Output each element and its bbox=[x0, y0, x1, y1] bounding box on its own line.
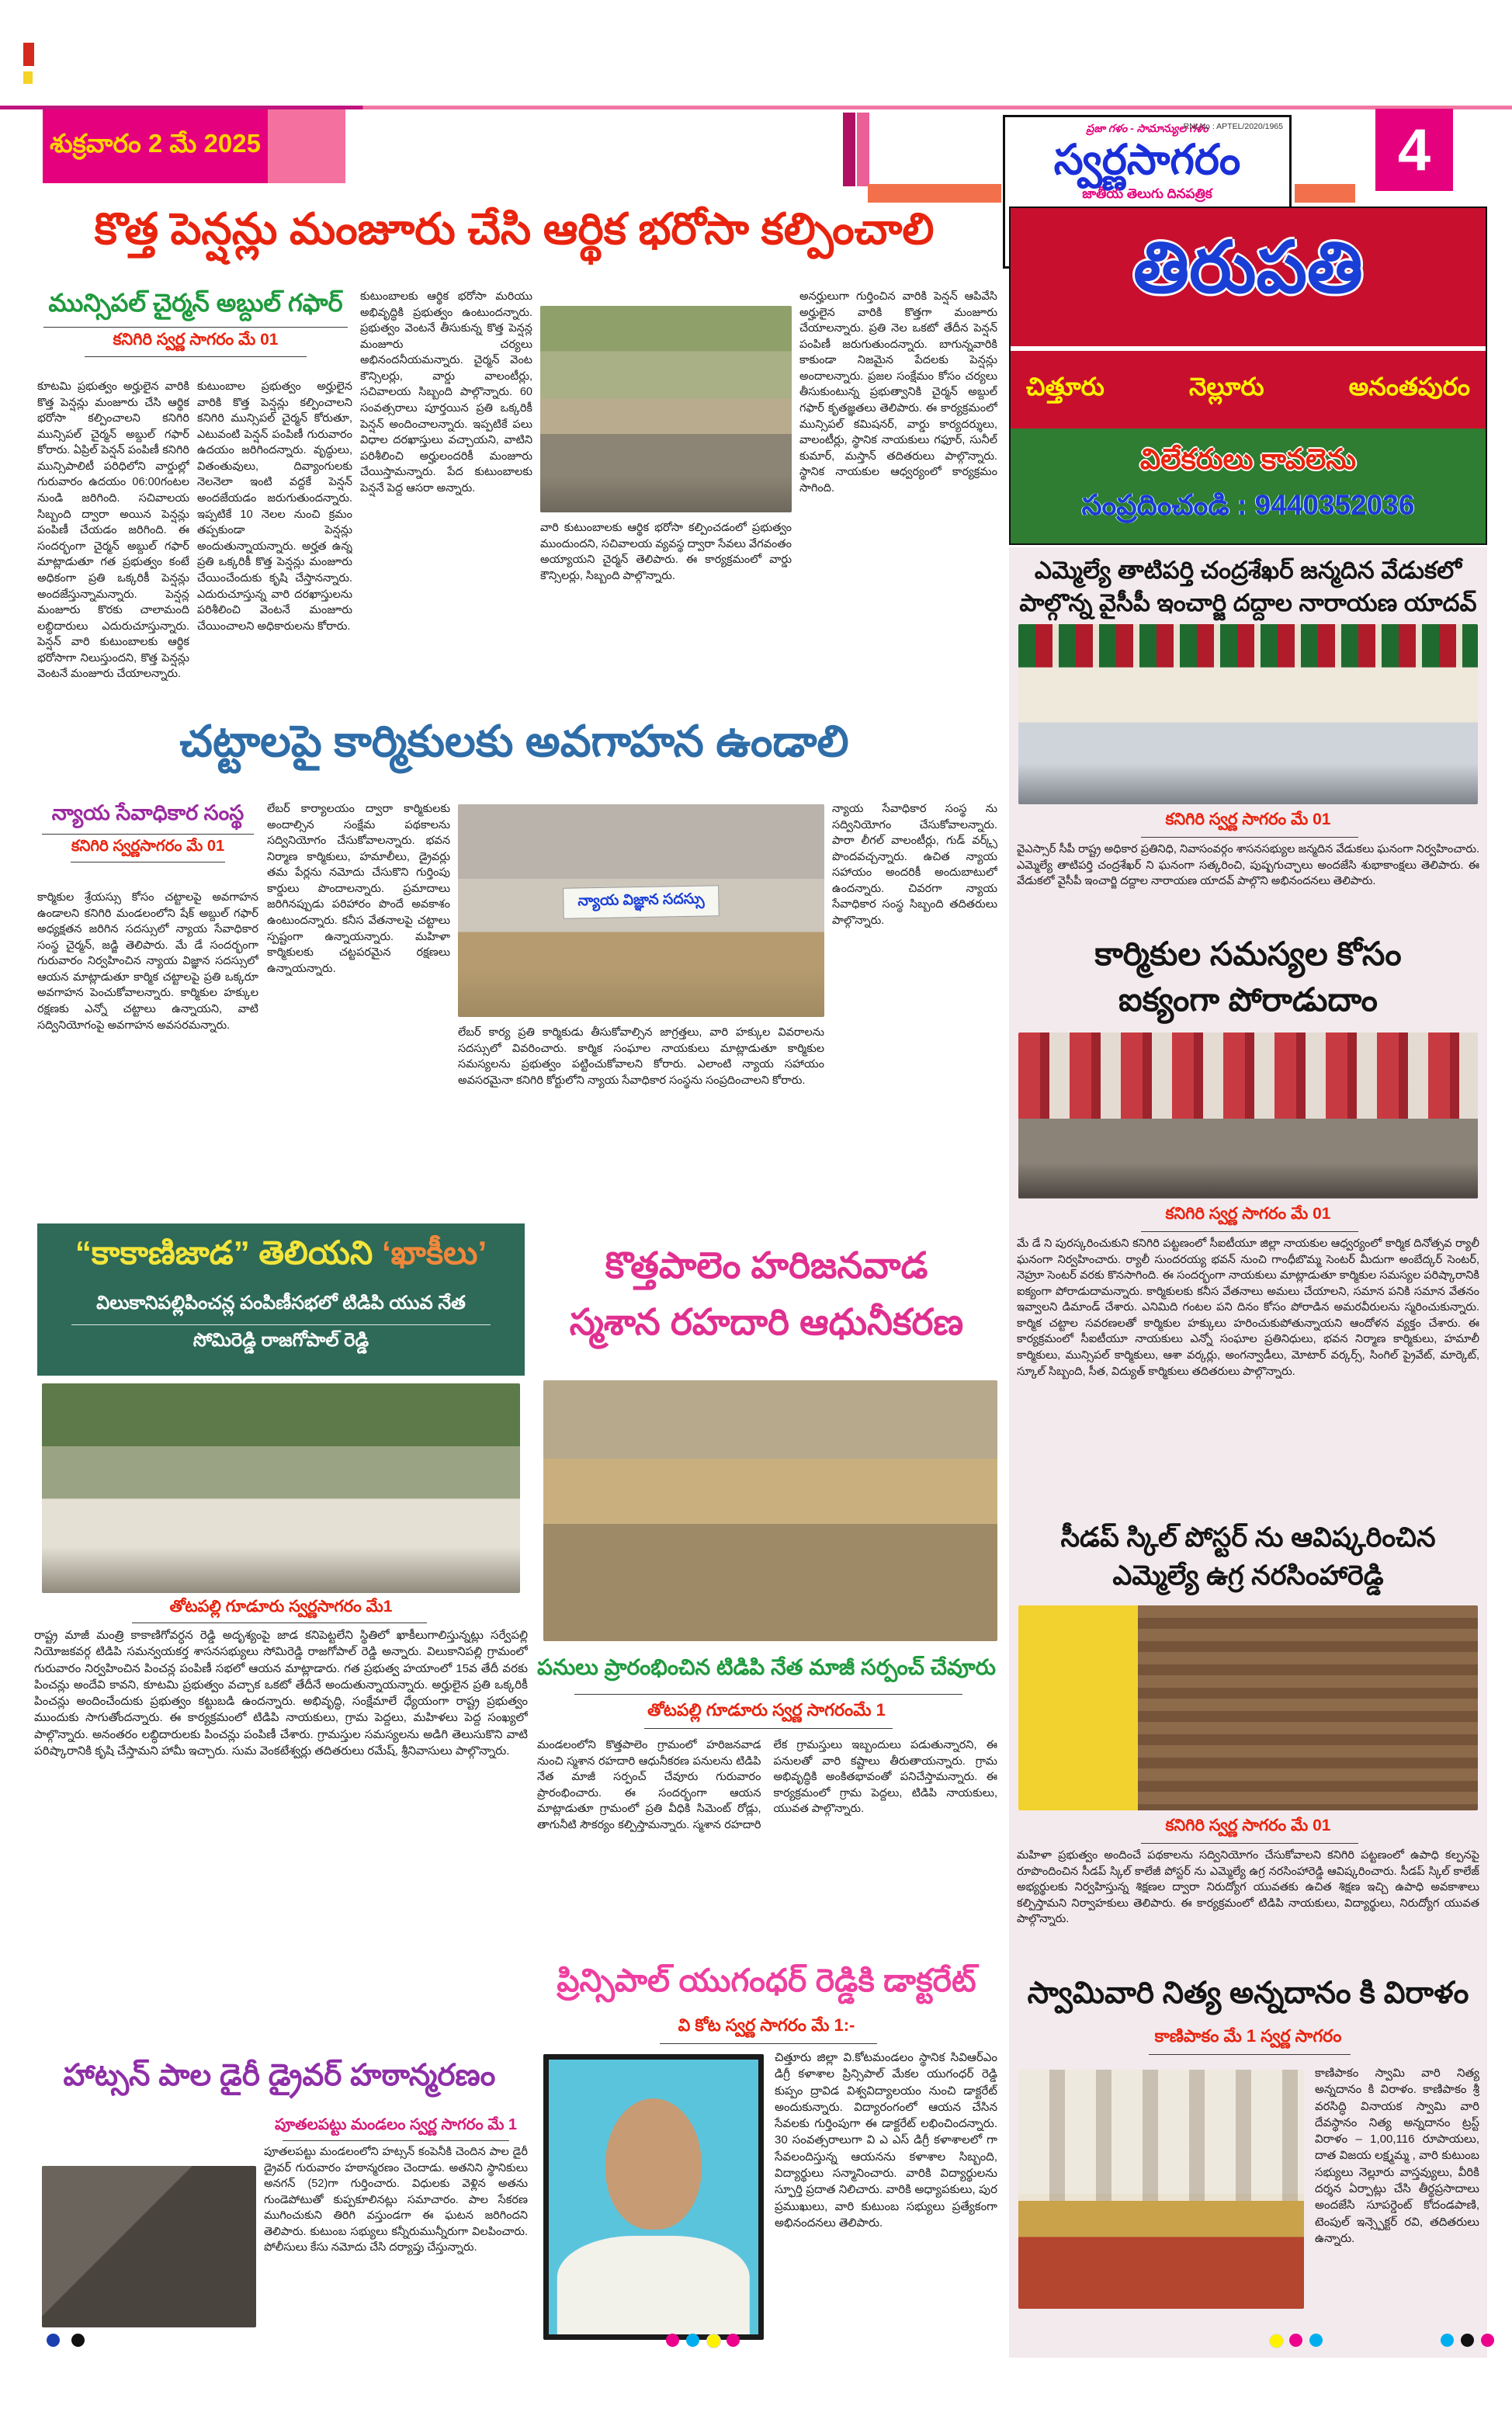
birthday-headline-line1: ఎమ్మెల్యే తాటిపర్తి చంద్రశేఖర్ జన్మదిన వేడుకలో bbox=[1034, 557, 1462, 584]
rule bbox=[85, 356, 307, 357]
pension-dateline: కనిగిరి స్వర్ణ సాగరం మే 01 bbox=[113, 331, 279, 349]
masthead-tagline-bottom: జాతీయ తెలుగు దినపత్రిక bbox=[1082, 186, 1212, 202]
smashana-headline-line2: స్మశాన రహదారి ఆధునీకరణ bbox=[569, 1300, 964, 1342]
birthday-dateline: కనిగిరి స్వర్ణ సాగరం మే 01 bbox=[1165, 810, 1331, 828]
pension-subhead: మున్సిపల్ చైర్మన్ అబ్దుల్ గఫార్ bbox=[48, 289, 343, 317]
pension-column-4: వారి కుటుంబాలకు ఆర్థిక భరోసా కల్పించడంలో ప్రభుత్వం ముందుందని, సచివాలయ వ్యవస్థ ద్వారా సేవలు వేగవంతం అయ్యాయని చైర్మన్ తెలిపారు. ఈ కార్యక్రమంలో వార్డు కౌన్సిలర్లు, సిబ్బంది పాల్గొన్నారు. bbox=[540, 522, 792, 582]
page-date: శుక్రవారం 2 మే 2025 bbox=[50, 128, 261, 158]
rule bbox=[644, 1728, 893, 1729]
kakani-body: రాష్ట్ర మాజీ మంత్రి కాకాణిగోవర్ధన రెడ్డి అదృశ్యంపై జాడ కనిపెట్టలేని స్థితిలో ఖాకీలుగాలిస్తున్నట్లు సర్వేపల్లి నియోజకవర్గ టిడిపి సమన్వయకర్త శాసనసభ్యులు సోమిరెడ్డి రాజగోపాల్ రెడ్డి అన్నారు. విలుకానిపల్లి గ్రామంలో గురువారం నిర్వహించిన పించన్ల పంపిణీ సభలో ఆయన మాట్లాడారు. గత ప్రభుత్వ హయాంలో 15వ తేదీ వరకు పించన్లు అందేవి కావని, కూటమి ప్రభుత్వం వచ్చాక ఒకటో తేదీనే అందుతున్నాయన్నారు. అర్హులైన ప్రతి ఒక్కరికీ పించన్లు అందించేందుకు ప్రభుత్వం కట్టుబడి ఉందన్నారు. అభివృద్ధి, సంక్షేమాలే ధ్యేయంగా రాష్ట్ర ప్రభుత్వం ముందుకు సాగుతోందన్నారు. ఈ కార్యక్రమంలో టిడిపి నాయకులు, గ్రామ పెద్దలు, మహిళలు పెద్ద సంఖ్యలో పాల్గొన్నారు. అనంతరం లబ్ధిదారులకు పించన్లు పంపిణీ చేశారు. గ్రామస్తుల సమస్యలను అడిగి తెలుసుకొని వాటి పరిష్కారానికి కృషి చేస్తామని హామీ ఇచ్చారు. సుమ వెంకటేశ్వర్లు తదితరులు రమేష్, శ్రీనివాసులు పాల్గొన్నారు. bbox=[34, 1629, 528, 1758]
rule bbox=[1141, 1231, 1358, 1232]
mayday-headline-line1: కార్మికుల సమస్యల కోసం bbox=[1094, 935, 1402, 972]
hatsun-body: పూతలపట్టు మండలంలోని హట్సన్ కంపెనీకి చెందిన పాల డైరీ డ్రైవర్ గురువారం హఠాన్మరణం చెందాడు. అతనిని స్థానికులు అనగన్ (52)గా గుర్తించారు. విధులకు వెళ్లిన అతను గుండెపోటుతో కుప్పకూలినట్లు సమాచారం. పాల సేకరణ ముగించుకుని తిరిగి వస్తుండగా ఈ ఘటన జరిగిందని తెలిపారు. కుటుంబ సభ్యులు కన్నీరుమున్నీరుగా విలపించారు. పోలీసులు కేసు నమోదు చేసి దర్యాప్తు చేస్తున్నారు. bbox=[264, 2146, 528, 2254]
hatsun-dateline: పూతలపట్టు మండలం స్వర్ణ సాగరం మే 1 bbox=[274, 2116, 518, 2133]
ad-district-1: చిత్తూరు bbox=[1026, 372, 1105, 401]
rule bbox=[1141, 1843, 1358, 1844]
rule bbox=[660, 2043, 877, 2044]
masthead-orange-bar-left bbox=[868, 184, 1001, 203]
rule bbox=[42, 834, 255, 835]
pension-column-2: కుటుంబాల ప్రభుత్వం అర్హులైన వారికి కొత్త పెన్షన్లు కల్పించాలని కనిగిరి మున్సిపల్ చైర్మన్ కోరుతూ, ఎటువంటి పెన్షన్ పంపిణీ గురువారం ఉదయం జరిగిందన్నారు. వృద్ధులు, వితంతువులు, దివ్యాంగులకు నెలనెలా ఇంటి వద్దకే పెన్షన్ అందజేయడం జరుగుతుందన్నారు. ఇప్పటికే 10 నెలల నుంచి క్రమం తప్పకుండా పెన్షన్లు అందుతున్నాయన్నారు. అర్హత ఉన్న ప్రతి ఒక్కరికీ కొత్త పెన్షన్లు మంజూరు చేయించేందుకు కృషి చేస్తానన్నారు. ఎదురుచూస్తున్న వారి దరఖాస్తులను పరిశీలించి వెంటనే మంజూరు చేయించాలని అధికారులను కోరారు. bbox=[197, 380, 352, 633]
smashana-body: మండలంలోని కొత్తపాలెం గ్రామంలో హరిజనవాడ నుంచి స్మశాన రహదారి ఆధునీకరణ పనులను టిడిపి నేత మాజీ సర్పంచ్ చేవూరు గురువారం ప్రారంభించారు. ఈ సందర్భంగా ఆయన మాట్లాడుతూ గ్రామంలో ప్రతి వీధికి సిమెంట్ రోడ్లు, తాగునీటి సౌకర్యం కల్పిస్తామన్నారు. స్మశాన రహదారి లేక గ్రామస్తులు ఇబ్బందులు పడుతున్నారని, ఈ పనులతో వారి కష్టాలు తీరుతాయన్నారు. గ్రామ అభివృద్ధికి అంకితభావంతో పనిచేస్తామన్నారు. ఈ కార్యక్రమంలో గ్రామ పెద్దలు, టిడిపి నాయకులు, యువత పాల్గొన్నారు. bbox=[537, 1739, 997, 1831]
laws-dateline: కనిగిరి స్వర్ణసాగరం మే 01 bbox=[71, 838, 225, 855]
ad-title-band bbox=[1011, 208, 1486, 346]
donation-dateline: కాణిపాకం మే 1 స్వర్ణ సాగరం bbox=[1154, 2026, 1342, 2046]
laws-column-3: లేబర్ కార్య ప్రతి కార్మికుడు తీసుకోవాల్సిన జాగ్రత్తలు, వారి హక్కుల వివరాలను సదస్సులో వివరించారు. కార్మిక సంఘాల నాయకులు మాట్లాడుతూ కార్మికుల సమస్యలను ప్రభుత్వం పట్టించుకోవాలని కోరారు. ఎలాంటి న్యాయ సహాయం అవసరమైనా కనిగిరి కోర్టులోని న్యాయ సేవాధికార సంస్థను సంప్రదించాలని కోరారు. bbox=[458, 1026, 824, 1087]
birthday-body: వైఎస్సార్ సీపీ రాష్ట్ర అధికార ప్రతినిధి, నివాసంవర్గం శాసనసభ్యుల జన్మదిన వేడుకలు ఘనంగా నిర్వహించారు. ఎమ్మెల్యే తాటిపర్తి చంద్రశేఖర్ ని ఘనంగా సత్కరించి, పుష్పగుచ్ఛాలు అందజేసి శుభాకాంక్షలు తెలిపారు. ఈ వేడుకలో వైసీపీ ఇంచార్జి దద్దాల నారాయణ యాదవ్ పాల్గొని అభినందనలు తెలిపారు. bbox=[1017, 843, 1479, 888]
portrait-shirt bbox=[557, 2236, 750, 2340]
laws-headline: చట్టాలపై కార్మికులకు అవగాహన ఉండాలి bbox=[179, 717, 849, 765]
reg-dot bbox=[727, 2334, 740, 2347]
donation-body-wrap bbox=[1017, 2065, 1479, 2355]
print-mark-yellow bbox=[23, 71, 33, 84]
reg-dot bbox=[47, 2334, 60, 2347]
rule bbox=[1149, 2054, 1351, 2055]
laws-column-1: కార్మికుల శ్రేయస్సు కోసం చట్టాలపై అవగాహన ఉండాలని కనిగిరి మండలంలోని షేక్ అబ్దుల్ గఫార్ అధ్యక్షతన జరిగిన సదస్సులో న్యాయ సేవాధికార సంస్థ చైర్మన్, జడ్జి తెలిపారు. మే డే సందర్భంగా గురువారం నిర్వహించిన న్యాయ విజ్ఞాన సదస్సులో ఆయన మాట్లాడుతూ కార్మిక చట్టాలపై ప్రతి ఒక్కరూ అవగాహన పెంచుకోవాలన్నారు. కార్మికుల హక్కుల రక్షణకు ఎన్నో చట్టాలు ఉన్నాయని, వాటి సద్వినియోగంపై అవగాహన అవసరమన్నారు. bbox=[37, 891, 258, 1032]
mayday-photo bbox=[1018, 1033, 1478, 1199]
ad-contact-band bbox=[1011, 429, 1486, 543]
skill-headline-line2: ఎమ్మెల్యే ఉగ్ర నరసింహారెడ్డి bbox=[1112, 1560, 1384, 1591]
kakani-headline-part2: ‘ఖాకీలు’ bbox=[382, 1234, 487, 1271]
mayday-headline-line2: ఐక్యంగా పోరాడుదాం bbox=[1118, 980, 1378, 1018]
rule bbox=[71, 1324, 491, 1325]
masthead-orange-bar-right bbox=[1295, 184, 1355, 203]
donation-body: కాణిపాకం స్వామి వారి నిత్య అన్నదానం కి విరాళం. కాణిపాకం శ్రీ వరసిద్ధి వినాయక స్వామి వారి దేవస్థానం నిత్య అన్నదానం ట్రస్ట్ విరాళం – 1,00,116 రూపాయలు, దాత విజయ లక్ష్మమ్మ , వారి కుటుంబ సభ్యులు నెల్లూరు వాస్తవ్యులు, వీరికి దర్శన ఏర్పాట్లు చేసి తీర్థప్రసాదాలు అందజేసి సూపర్డెంట్ కోదండపాణి, టెంపుల్ ఇన్స్పెక్టర్ రవి, తదితరులు ఉన్నారు. bbox=[1315, 2067, 1479, 2245]
skill-headline bbox=[1017, 1518, 1479, 1595]
laws-photo bbox=[458, 804, 824, 1017]
ad-district-2: నెల్లూరు bbox=[1188, 372, 1264, 401]
pension-subhead-block bbox=[37, 289, 354, 360]
pension-photo bbox=[540, 306, 792, 512]
ad-contact-number: సంప్రదించండి : 9440352036 bbox=[1081, 489, 1415, 521]
reg-dot bbox=[1269, 2334, 1284, 2348]
birthday-photo bbox=[1018, 624, 1478, 804]
masthead-title: స్వర్ణసాగరం bbox=[1053, 137, 1241, 183]
hatsun-right-block bbox=[264, 2116, 528, 2352]
reg-dot bbox=[686, 2334, 699, 2347]
tirupati-ad bbox=[1009, 207, 1487, 545]
ad-districts-band bbox=[1011, 351, 1486, 429]
masthead-rni: RNI No : APTEL/2020/1965 bbox=[1183, 122, 1283, 131]
laws-column-2: లేబర్ కార్యాలయం ద్వారా కార్మికులకు అందాల్సిన సంక్షేమ పథకాలను సద్వినియోగం చేసుకోవాలన్నారు. భవన నిర్మాణ కార్మికులు, హమాలీలు, డ్రైవర్లు తమ పేర్లను నమోదు చేసుకొని గుర్తింపు కార్డులు పొందాలన్నారు. ప్రమాదాలు జరిగినప్పుడు పరిహారం పొందే అవకాశం ఉంటుందన్నారు. కనీస వేతనాలపై చట్టాలు స్పష్టంగా ఉన్నాయన్నారు. మహిళా కార్మికులకు చట్టపరమైన రక్షణలు ఉన్నాయన్నారు. bbox=[267, 803, 450, 975]
date-box bbox=[43, 109, 268, 183]
principal-dateline: వి కోట స్వర్ణ సాగరం మే 1:- bbox=[678, 2015, 855, 2035]
birthday-headline bbox=[1017, 554, 1479, 620]
skill-headline-line1: సీడప్ స్కిల్ పోస్టర్ ను ఆవిష్కరించిన bbox=[1060, 1522, 1436, 1553]
kakani-headline-box bbox=[37, 1223, 525, 1376]
reg-dot bbox=[71, 2334, 85, 2347]
birthday-headline-line2: పాల్గొన్న వైసీపీ ఇంచార్జి దద్దాల నారాయణ యాదవ్ bbox=[1019, 588, 1477, 616]
smashana-subhead: పనులు ప్రారంభించిన టిడిపి నేత మాజీ సర్పంచ్ చేవూరు bbox=[537, 1655, 996, 1679]
principal-body: చిత్తూరు జిల్లా వి.కోటమండలం స్థానిక సివిఆర్ఎం డిగ్రీ కళాశాల ప్రిన్సిపాల్ మేకల యుగంధర్ రెడ్డి కుప్పం ద్రావిడ విశ్వవిద్యాలయం నుంచి డాక్టరేట్ అందుకున్నారు. విద్యారంగంలో ఆయన చేసిన సేవలకు గుర్తింపుగా ఈ డాక్టరేట్ లభించిందన్నారు. 30 సంవత్సరాలుగా వి ఎ ఎస్ డిగ్రీ కళాశాలలో గా సేవలందిస్తున్న ఆయనను కళాశాల సిబ్బంది, విద్యార్థులు సన్మానించారు. వారికి విద్యార్థులను స్ఫూర్తి ప్రదాత నిలిచారు. వారికి అధ్యాపకులు, పుర ప్రముఖులు, వారి కుటుంబ సభ్యులు ప్రత్యేకంగా అభినందనలు తెలిపారు. bbox=[775, 2051, 997, 2230]
reg-dot bbox=[706, 2334, 721, 2348]
reg-dot bbox=[666, 2334, 679, 2347]
smashana-headline bbox=[536, 1237, 997, 1351]
masthead-pink-bar bbox=[857, 113, 869, 186]
laws-photo-banner bbox=[563, 885, 720, 919]
kakani-subhead-1: విలుకానిపల్లిపించన్ల పంపిణీసభలో టిడిపి యువ నేత bbox=[96, 1293, 466, 1314]
ad-wanted-text: విలేకరులు కావలెను bbox=[1139, 443, 1357, 475]
kakani-dateline: తోటపల్లి గూడూరు స్వర్ణసాగరం మే1 bbox=[169, 1598, 393, 1616]
hatsun-photo bbox=[42, 2166, 256, 2327]
kakani-headline bbox=[37, 1234, 525, 1280]
masthead-tagline-top: ప్రజా గళం - సామాన్యుల గళం bbox=[1086, 122, 1209, 134]
principal-photo bbox=[543, 2054, 764, 2340]
pension-headline: కొత్త పెన్షన్లు మంజూరు చేసి ఆర్థిక భరోసా కల్పించాలి bbox=[94, 204, 935, 253]
laws-column-4: న్యాయ సేవాధికార సంస్థ ను సద్వినియోగం చేసుకోవాలన్నారు. పారా లీగల్ వాలంటీర్లు, గుడ్ వర్క్స్ పొందవచ్చన్నారు. ఉచిత న్యాయ సహాయం అందరికీ అందుబాటులో ఉందన్నారు. చివరగా న్యాయ సేవాధికార సంస్థ సిబ్బంది తదితరులు పాల్గొన్నారు. bbox=[832, 803, 997, 928]
masthead-pink-bar-dark bbox=[843, 113, 855, 186]
principal-headline: ప్రిన్సిపాల్ యుగంధర్ రెడ్డికి డాక్టరేట్ bbox=[557, 1963, 976, 1998]
page-number: 4 bbox=[1375, 109, 1453, 191]
date-box-extension bbox=[268, 109, 345, 183]
ad-title: తిరుపతి bbox=[1133, 228, 1363, 307]
reg-dot bbox=[1289, 2334, 1302, 2347]
skill-body: మహిళా ప్రభుత్వం అందించే పథకాలను సద్వినియోగం చేసుకోవాలని కనిగిరి పట్టణంలో ఉపాధి కల్పనపై రూపొందించిన సీడప్ స్కిల్ కాలేజీ పోస్టర్ ను ఎమ్మెల్యే ఉగ్ర నరసింహారెడ్డి ఆవిష్కరించారు. సీడప్ స్కిల్ కాలేజ్ అభ్యర్థులకు నిర్వహిస్తున్న శిక్షణల ద్వారా నిరుద్యోగ యువతకు ఉచిత శిక్షణ ఇచ్చి ఉపాధి అవకాశాలు కల్పిస్తామని నిర్వాహకులు తెలిపారు. ఈ కార్యక్రమంలో టిడిపి నాయకులు, విద్యార్థులు, నిరుద్యోగ యువత పాల్గొన్నారు. bbox=[1017, 1849, 1479, 1926]
reg-dot bbox=[1461, 2334, 1474, 2347]
smashana-headline-line1: కొత్తపాలెం హరిజనవాడ bbox=[605, 1244, 928, 1286]
laws-banner-text: న్యాయ విజ్ఞాన సదస్సు bbox=[577, 890, 705, 910]
reg-dot bbox=[1441, 2334, 1454, 2347]
skill-dateline: కనిగిరి స్వర్ణ సాగరం మే 01 bbox=[1165, 1817, 1331, 1834]
kakani-headline-part1: “కాకాణిజాడ” తెలియని bbox=[75, 1234, 373, 1271]
principal-body-wrap bbox=[537, 2049, 997, 2357]
kakani-subhead-2: సోమిరెడ్డి రాజగోపాల్ రెడ్డి bbox=[192, 1330, 369, 1351]
reg-dot bbox=[1481, 2334, 1494, 2347]
portrait-head bbox=[605, 2098, 702, 2230]
ad-district-3: అనంతపురం bbox=[1348, 372, 1470, 401]
hatsun-headline: హాట్సన్ పాల డైరీ డ్రైవర్ హఠాన్మరణం bbox=[63, 2059, 496, 2092]
laws-subhead-block bbox=[37, 801, 258, 866]
skill-photo bbox=[1018, 1605, 1478, 1810]
mayday-headline bbox=[1017, 932, 1479, 1023]
smashana-photo bbox=[543, 1380, 997, 1641]
laws-subhead: న్యాయ సేవాధికార సంస్థ bbox=[51, 801, 244, 824]
donation-photo bbox=[1018, 2070, 1304, 2309]
mayday-dateline: కనిగిరి స్వర్ణ సాగరం మే 01 bbox=[1165, 1205, 1331, 1223]
rule bbox=[1141, 837, 1358, 838]
smashana-dateline: తోటపల్లి గూడూరు స్వర్ణ సాగరంమే 1 bbox=[647, 1700, 886, 1720]
reg-dot bbox=[1309, 2334, 1323, 2347]
pension-column-3: కుటుంబాలకు ఆర్థిక భరోసా మరియు అభివృద్ధికి ప్రభుత్వం ఉంటుందన్నారు. ప్రభుత్వం వెంటనే తీసుకున్న కొత్త పెన్షన్ల మంజూరు చర్యలు అభినందనీయమన్నారు. చైర్మన్ వెంట కౌన్సిలర్లు, వార్డు వాలంటీర్లు, సచివాలయ సిబ్బంది పాల్గొన్నారు. 60 సంవత్సరాలు పూర్తయిన ప్రతి ఒక్కరికీ పెన్షన్ అందించాలన్నారు. ఇప్పటికే పలు విధాల దరఖాస్తులు వచ్చాయని, వాటిని పరిశీలించి అర్హులందరికీ మంజూరు చేయిస్తామన్నారు. పేద కుటుంబాలకు పెన్షనే పెద్ద ఆసరా అన్నారు. bbox=[360, 290, 532, 495]
kakani-photo bbox=[42, 1383, 520, 1593]
rule bbox=[283, 2140, 509, 2141]
rule bbox=[574, 1694, 962, 1695]
print-mark-red bbox=[23, 43, 34, 66]
rule bbox=[43, 327, 348, 328]
pension-column-1: కూటమి ప్రభుత్వం అర్హులైన వారికి కొత్త పెన్షన్లు మంజూరు చేసి ఆర్థిక భరోసా కల్పించాలని కనిగిరి మున్సిపల్ చైర్మన్ అబ్దుల్ గఫార్ కోరారు. ఏప్రిల్ పెన్షన్ పంపిణీ కనిగిరి మున్సిపాలిటీ పరిధిలోని వార్డుల్లో గురువారం ఉదయం 06:00గంటల నుండి జరిగింది. సచివాలయ సిబ్బంది ద్వారా అయిన పెన్షన్లు పంపిణీ చేయడం జరిగింది. ఈ సందర్భంగా చైర్మన్ అబ్దుల్ గఫార్ మాట్లాడుతూ గత ప్రభుత్వం కంటే అధికంగా ప్రతి ఒక్కరికీ పెన్షన్లు అందజేస్తున్నామన్నారు. పెన్షన్ల మంజూరు కొరకు చాలామంది లబ్ధిదారులు ఎదురుచూస్తున్నారు. పెన్షన్ వారి కుటుంబాలకు ఆర్థిక భరోసాగా నిలుస్తుందని, కొత్త పెన్షన్లు వెంటనే మంజూరు చేయాలన్నారు. bbox=[37, 380, 189, 681]
pension-column-5: అనర్హులుగా గుర్తించిన వారికి పెన్షన్ ఆపివేసి అర్హులైన వారికి కొత్తగా మంజూరు చేయాలన్నారు. ప్రతి నెల ఒకటో తేదీన పెన్షన్ పంపిణీ జరుగుతుందన్నారు. బాగున్నవారికి కాకుండా నిజమైన పేదలకు పెన్షన్లు అందాలన్నారు. ప్రజల సంక్షేమం కోసం చర్యలు తీసుకుంటున్న ప్రభుత్వానికి చైర్మన్ అబ్దుల్ గఫార్ కృతజ్ఞతలు తెలిపారు. ఈ కార్యక్రమంలో మున్సిపల్ కమిషనర్, వార్డు కార్యదర్శులు, వాలంటీర్లు, స్థానిక నాయకులు గఫూర్, సునీల్ కుమార్, మస్తాన్ తదితరులు పాల్గొన్నారు. స్థానిక నాయకుల ఆధ్వర్యంలో కార్యక్రమం సాగింది. bbox=[799, 290, 997, 495]
mayday-body: మే డే ని పురస్కరించుకుని కనిగిరి పట్టణంలో సీఐటీయూ జిల్లా నాయకుల ఆధ్వర్యంలో కార్మిక దినోత్సవ ర్యాలీ ఘనంగా నిర్వహించారు. ర్యాలీ సుందరయ్య భవన్ నుంచి గాంధీబొమ్మ సెంటర్ మీదుగా అంబేద్కర్ సెంటర్, నెహ్రూ సెంటర్ వరకు కొనసాగింది. ఈ సందర్భంగా నాయకులు మాట్లాడుతూ కార్మికుల సమస్యల పరిష్కారానికి ఐక్యంగా పోరాడుదామన్నారు. కార్మికులకు కనీస వేతనాలు అమలు చేయాలని, సమాన పనికి సమాన వేతనం ఇవ్వాలని డిమాండ్ చేశారు. ఎనిమిది గంటల పని దినం కోసం పోరాడిన అమరవీరులను స్మరించుకున్నారు. కార్మిక చట్టాల సవరణలతో కార్మికుల హక్కులు హరించుకుపోతున్నాయని ఆందోళన వ్యక్తం చేశారు. ఈ కార్యక్రమంలో సీఐటీయూ నాయకులు ఎన్నో సంఘాల ప్రతినిధులు, భవన నిర్మాణ కార్మికులు, హమాలీ కార్మికులు, మున్సిపల్ కార్మికులు, ఆశా వర్కర్లు, అంగన్వాడీలు, మోటార్ వర్కర్స్, సింగిల్ ప్రైవేట్, మార్కెట్, స్కూల్ సిబ్బంది, సీత, విద్యుత్ కార్మికులు తదితరులు పాల్గొన్నారు. bbox=[1017, 1237, 1479, 1378]
donation-headline: స్వామివారి నిత్య అన్నదానం కి విరాళం bbox=[1027, 1977, 1469, 2010]
